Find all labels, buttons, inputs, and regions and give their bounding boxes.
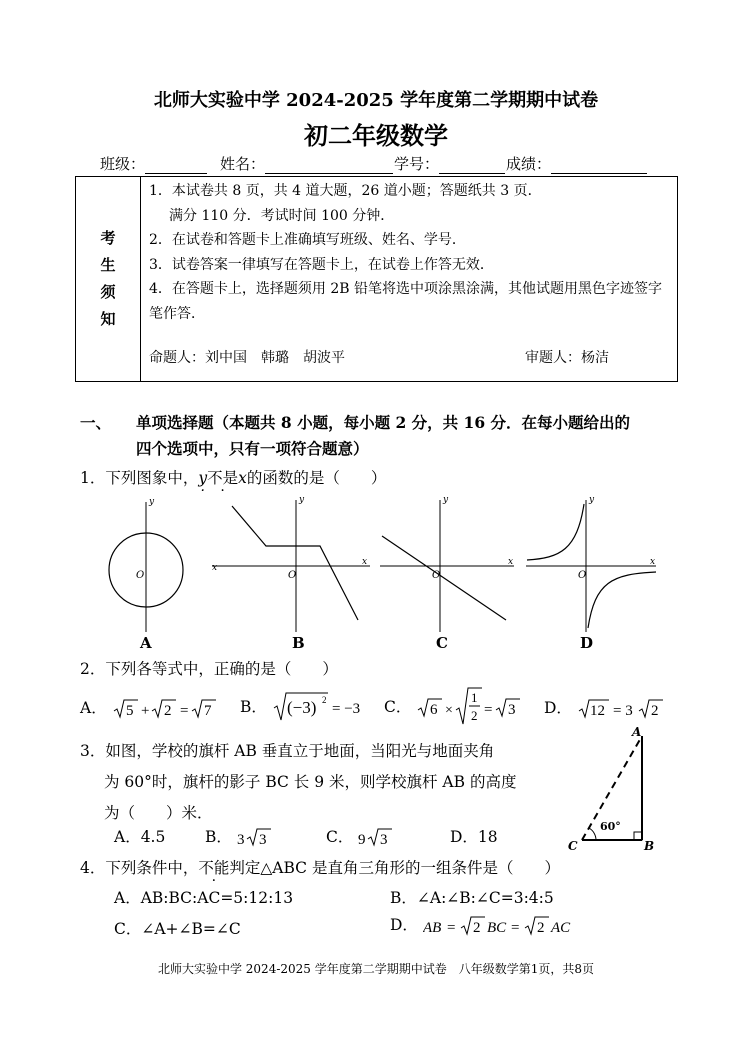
svg-text:5: 5 [125, 703, 134, 719]
graph-d-curve-right [588, 572, 656, 628]
question-2-option-b[interactable]: B． (−3) 2 = −3 [240, 690, 368, 722]
section-heading [80, 410, 680, 458]
score-label: 成绩： [506, 155, 552, 173]
graph-b-origin: O [288, 570, 297, 581]
section-title: 单项选择题（本题共 8 小题，每小题 2 分，共 16 分．在每小题给出的 四个选项中，只有一项符合题意） [136, 413, 631, 458]
notice-heading: 考 生 须 知 [76, 177, 141, 382]
question-2-option-c[interactable]: C． 6 × 1 2 = 3 [384, 686, 520, 726]
graph-c-origin: O [432, 570, 441, 581]
svg-text:2: 2 [472, 920, 481, 936]
student-no-label: 学号： [394, 155, 440, 173]
notice-item: 1．本试卷共 8 页，共 4 道大题，26 道小题；答题纸共 3 页． [149, 183, 542, 199]
question-4-stem: 4．下列条件中，不能判定△ABC 是直角三角形的一组条件是（ ） [80, 859, 560, 877]
formula-b [272, 690, 368, 722]
student-no-field [394, 153, 505, 174]
exam-subtitle: 初二年级数学 [304, 121, 448, 150]
formula-c [416, 686, 520, 726]
name-blank[interactable] [265, 157, 393, 174]
notice-item: 满分 110 分．考试时间 100 分钟． [169, 207, 395, 224]
svg-text:3: 3 [258, 832, 267, 848]
question-3-option-d[interactable]: D．18 [450, 828, 498, 846]
svg-text:2: 2 [536, 920, 545, 936]
formula-3c [358, 827, 394, 849]
graph-b-y-label: y [299, 495, 305, 505]
section-number: 一、 [80, 413, 112, 432]
svg-text:3: 3 [508, 702, 516, 718]
setters: 命题人：刘中国 韩璐 胡波平 [149, 350, 345, 366]
point-b: B [644, 839, 655, 853]
question-2-stem: 2．下列各等式中，正确的是（ ） [80, 660, 338, 678]
svg-text:7: 7 [203, 703, 212, 719]
question-1-graphs [90, 492, 670, 652]
svg-text:1: 1 [471, 690, 478, 705]
graph-a-origin: O [136, 570, 145, 581]
graph-d-curve-left [527, 504, 584, 560]
formula-d [577, 697, 673, 721]
svg-text:9: 9 [358, 832, 366, 848]
formula-4d [423, 914, 583, 938]
svg-text:+: + [140, 703, 150, 719]
question-3-option-a[interactable]: A．4.5 [114, 828, 166, 846]
question-4-option-c[interactable]: C．∠A+∠B=∠C [114, 920, 241, 938]
name-field [220, 153, 393, 174]
question-1-stem: 1．下列图象中，y ·不是x的函数的是（ ） [80, 466, 386, 488]
svg-text:= 3: = 3 [612, 703, 633, 719]
svg-text:=: = [179, 703, 189, 719]
notice-table [75, 176, 678, 382]
svg-text:3: 3 [380, 832, 388, 848]
class-label: 班级： [100, 155, 146, 173]
svg-text:2: 2 [163, 703, 172, 719]
flagpole-figure [560, 720, 660, 856]
point-a: A [632, 725, 642, 739]
graph-c-line [382, 536, 506, 620]
graph-b-x-label-left: x [212, 563, 218, 573]
svg-text:×: × [445, 703, 454, 718]
angle-arc [589, 828, 596, 840]
notice-item: 3．试卷答案一律填写在答题卡上，在试卷上作答无效． [149, 256, 494, 273]
question-3-option-c[interactable]: C． 9 3 [326, 825, 394, 849]
question-4-option-a[interactable]: A．AB:BC:AC=5:12:13 [114, 889, 294, 907]
graph-d [526, 495, 656, 632]
graph-a-label[interactable]: A [140, 634, 152, 652]
svg-text:2: 2 [650, 703, 659, 719]
question-3-stem: 3．如图，学校的旗杆 AB 垂直立于地面，当阳光与地面夹角 为 60°时，旗杆的影子 BC 长 9 米，则学校旗杆 AB 的高度 为（ ）米． [80, 742, 517, 822]
name-label: 姓名： [220, 155, 266, 173]
graph-c-y-label: y [443, 495, 449, 505]
reviewer: 审题人：杨洁 [525, 350, 609, 366]
graph-d-y-label: y [589, 495, 595, 505]
graph-c [380, 495, 514, 632]
svg-text:3: 3 [236, 832, 245, 848]
svg-text:AB: AB [422, 920, 442, 936]
notice-body [141, 177, 678, 382]
svg-text:6: 6 [430, 702, 438, 718]
signature-row [149, 346, 669, 371]
svg-text:= −3: = −3 [331, 701, 360, 717]
right-angle-mark [634, 832, 642, 840]
svg-text:=: = [484, 702, 493, 718]
notice-item: 2．在试卷和答题卡上准确填写班级、姓名、学号． [149, 232, 466, 248]
question-3-option-b[interactable]: B． 3 3 [205, 825, 273, 849]
graph-b [212, 495, 370, 632]
graph-d-label[interactable]: D [580, 634, 594, 652]
graph-a-y-label: y [149, 497, 155, 507]
svg-text:=: = [446, 920, 456, 936]
formula-3b [237, 827, 273, 849]
svg-text:AC: AC [550, 920, 571, 936]
graph-c-label[interactable]: C [436, 634, 448, 652]
class-field [100, 153, 207, 174]
question-2-option-d[interactable]: D． 12 = 3 2 [544, 696, 673, 721]
class-blank[interactable] [145, 157, 207, 174]
graph-d-x-label: x [650, 557, 656, 567]
svg-text:12: 12 [589, 703, 605, 719]
score-field [506, 153, 647, 174]
graph-b-line [232, 506, 358, 620]
notice-item: 4．在答题卡上，选择题须用 2B 铅笔将选中项涂黑涂满，其他试题用黑色字迹签字笔作答． [149, 281, 663, 322]
page-footer: 北师大实验中学 2024-2025 学年度第二学期期中试卷 八年级数学第1页，共8页 [157, 962, 595, 976]
svg-text:2: 2 [321, 695, 327, 705]
graph-b-label[interactable]: B [292, 634, 305, 652]
graph-d-origin: O [578, 570, 587, 581]
point-c: C [568, 839, 578, 853]
formula-a [112, 697, 228, 721]
graph-c-x-label: x [508, 557, 514, 567]
question-4-option-d[interactable]: D． AB = 2 BC = 2 AC [390, 913, 583, 938]
question-4-option-b[interactable]: B．∠A:∠B:∠C=3:4:5 [390, 889, 554, 907]
graph-b-x-label: x [362, 557, 368, 567]
angle-label: 60° [600, 820, 621, 833]
exam-title: 北师大实验中学 2024-2025 学年度第二学期期中试卷 [153, 90, 599, 111]
score-blank[interactable] [551, 157, 647, 174]
svg-text:BC: BC [486, 920, 507, 936]
svg-text:(−3): (−3) [286, 698, 317, 717]
svg-text:=: = [510, 920, 520, 936]
graph-a [109, 497, 183, 632]
student-no-blank[interactable] [439, 157, 505, 174]
svg-text:2: 2 [471, 708, 478, 723]
question-2-option-a[interactable]: A． 5 + 2 = 7 [80, 696, 228, 721]
